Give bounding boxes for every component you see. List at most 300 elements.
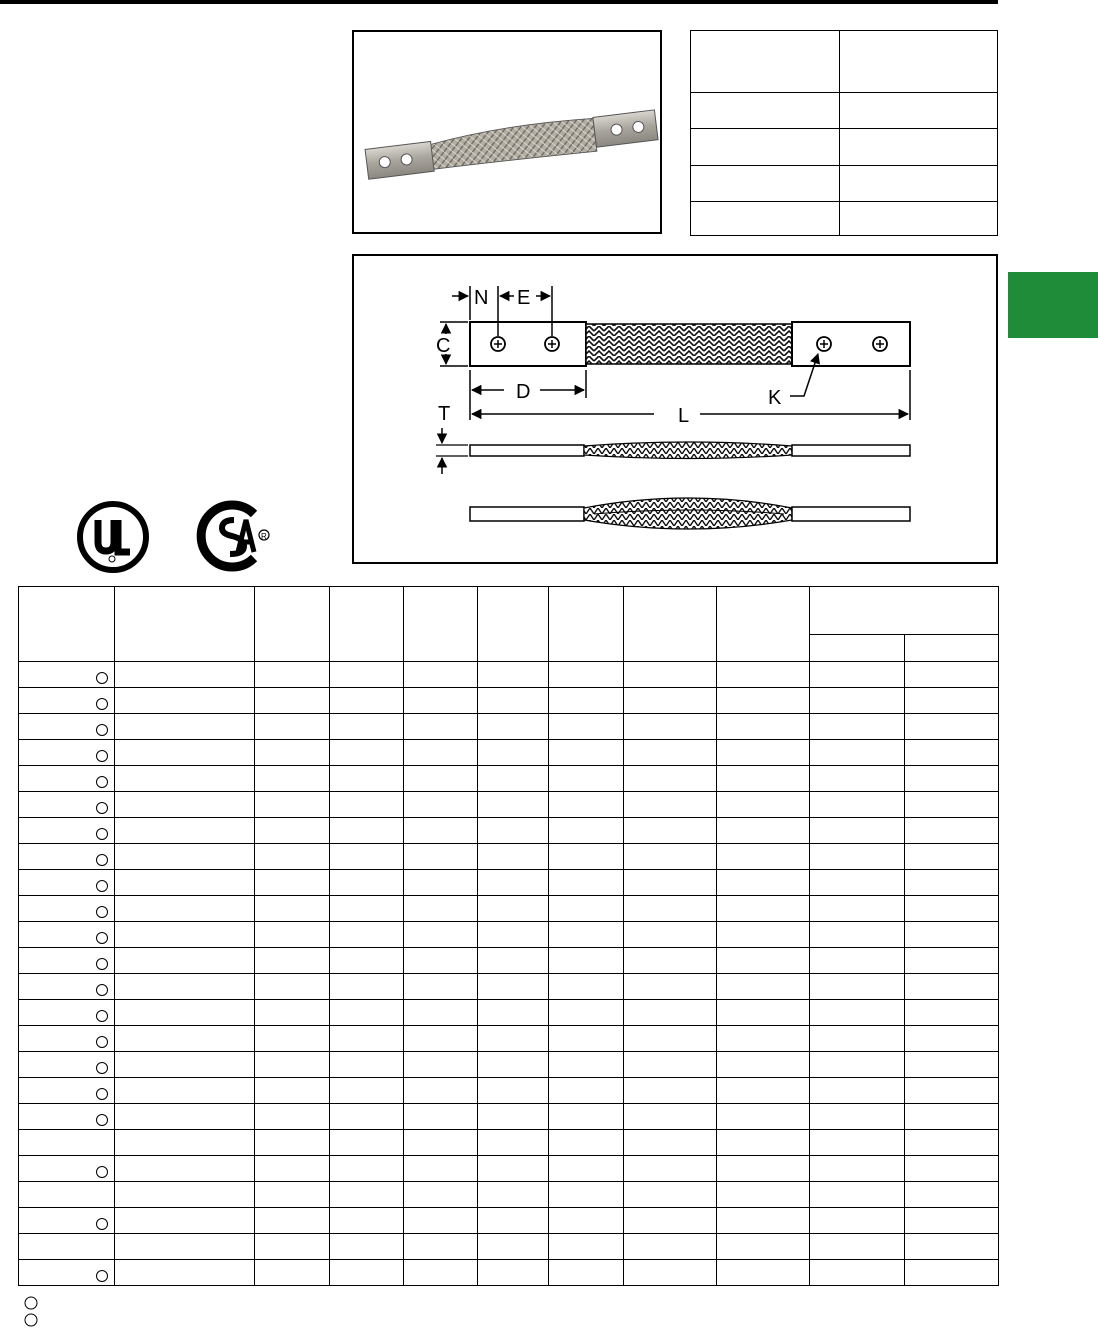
circle-icon <box>24 1296 38 1310</box>
part-number-cell <box>19 1026 115 1052</box>
table-cell <box>717 740 810 766</box>
table-cell <box>905 922 999 948</box>
spec-cell <box>691 129 840 165</box>
table-row <box>19 1052 999 1078</box>
part-number-cell <box>19 1078 115 1104</box>
table-cell <box>404 1130 478 1156</box>
spec-cell <box>840 93 998 129</box>
part-number-cell <box>19 1260 115 1286</box>
table-cell <box>549 1130 624 1156</box>
table-cell <box>810 1078 905 1104</box>
table-cell <box>549 1156 624 1182</box>
csa-logo-mark <box>194 500 272 572</box>
table-cell <box>624 714 717 740</box>
table-cell <box>330 1052 404 1078</box>
table-cell <box>717 974 810 1000</box>
spec-table <box>690 30 998 236</box>
header-cell <box>549 587 624 662</box>
circle-icon <box>96 1166 108 1178</box>
table-cell <box>810 948 905 974</box>
table-cell <box>330 1234 404 1260</box>
circle-icon <box>96 958 108 970</box>
product-table-body <box>19 662 999 1286</box>
table-cell <box>717 1182 810 1208</box>
table-row <box>19 1156 999 1182</box>
table-cell <box>255 1130 330 1156</box>
table-cell <box>115 948 255 974</box>
table-cell <box>717 688 810 714</box>
dim-label-c: C <box>436 335 451 357</box>
table-cell <box>905 1052 999 1078</box>
circle-icon <box>96 984 108 996</box>
table-row <box>19 662 999 688</box>
table-row <box>19 1234 999 1260</box>
circle-icon <box>96 1270 108 1282</box>
table-cell <box>905 974 999 1000</box>
table-row <box>19 818 999 844</box>
table-cell <box>717 766 810 792</box>
table-cell <box>810 1156 905 1182</box>
table-cell <box>478 844 549 870</box>
table-cell <box>115 766 255 792</box>
table-cell <box>478 1052 549 1078</box>
table-cell <box>905 792 999 818</box>
table-cell <box>404 922 478 948</box>
table-cell <box>115 870 255 896</box>
table-cell <box>717 1104 810 1130</box>
spec-cell <box>840 129 998 165</box>
table-cell <box>717 1052 810 1078</box>
table-cell <box>330 922 404 948</box>
table-cell <box>115 818 255 844</box>
table-cell <box>330 818 404 844</box>
table-cell <box>404 1104 478 1130</box>
table-cell <box>115 974 255 1000</box>
table-cell <box>624 1078 717 1104</box>
table-cell <box>404 792 478 818</box>
table-row <box>19 688 999 714</box>
table-cell <box>478 1156 549 1182</box>
table-cell <box>255 1156 330 1182</box>
table-cell <box>717 1260 810 1286</box>
table-cell <box>624 1260 717 1286</box>
table-cell <box>255 792 330 818</box>
spec-cell <box>840 201 998 235</box>
table-cell <box>115 662 255 688</box>
circle-icon <box>96 1036 108 1048</box>
header-cell <box>478 587 549 662</box>
header-cell <box>255 587 330 662</box>
table-cell <box>255 1026 330 1052</box>
table-row <box>19 870 999 896</box>
table-cell <box>624 1156 717 1182</box>
table-cell <box>905 1260 999 1286</box>
table-cell <box>810 766 905 792</box>
table-cell <box>624 1104 717 1130</box>
table-cell <box>717 870 810 896</box>
circle-icon <box>96 828 108 840</box>
top-rule <box>0 0 998 4</box>
table-cell <box>404 1026 478 1052</box>
circle-icon <box>96 1062 108 1074</box>
table-cell <box>115 1104 255 1130</box>
table-row <box>19 1104 999 1130</box>
table-cell <box>717 818 810 844</box>
table-cell <box>717 1234 810 1260</box>
table-row <box>19 740 999 766</box>
svg-text:R: R <box>261 532 267 541</box>
table-row <box>19 1182 999 1208</box>
spec-cell <box>691 165 840 201</box>
table-cell <box>404 740 478 766</box>
table-cell <box>905 1026 999 1052</box>
table-cell <box>905 1104 999 1130</box>
dim-label-k: K <box>768 387 782 409</box>
part-number-cell <box>19 1234 115 1260</box>
table-cell <box>330 1026 404 1052</box>
table-cell <box>905 896 999 922</box>
table-cell <box>330 1182 404 1208</box>
table-cell <box>404 688 478 714</box>
table-cell <box>624 1234 717 1260</box>
header-cell <box>905 635 999 662</box>
part-number-cell <box>19 792 115 818</box>
table-cell <box>330 844 404 870</box>
table-cell <box>717 1130 810 1156</box>
table-cell <box>478 818 549 844</box>
circle-icon <box>96 906 108 918</box>
table-cell <box>255 974 330 1000</box>
dim-label-e: E <box>517 287 531 309</box>
table-cell <box>905 1000 999 1026</box>
spec-cell <box>691 31 840 93</box>
table-cell <box>624 948 717 974</box>
table-cell <box>478 974 549 1000</box>
table-cell <box>115 714 255 740</box>
table-cell <box>549 662 624 688</box>
table-row <box>19 1208 999 1234</box>
header-cell <box>810 635 905 662</box>
table-cell <box>478 1234 549 1260</box>
circle-icon <box>96 1088 108 1100</box>
table-cell <box>624 1182 717 1208</box>
table-row <box>19 948 999 974</box>
table-cell <box>624 740 717 766</box>
table-cell <box>810 1208 905 1234</box>
table-cell <box>905 948 999 974</box>
table-row <box>19 922 999 948</box>
table-cell <box>115 844 255 870</box>
table-cell <box>624 792 717 818</box>
table-cell <box>330 1104 404 1130</box>
table-cell <box>478 896 549 922</box>
part-number-cell <box>19 766 115 792</box>
table-cell <box>478 740 549 766</box>
table-cell <box>549 1000 624 1026</box>
table-cell <box>810 1260 905 1286</box>
table-cell <box>810 870 905 896</box>
table-cell <box>115 1052 255 1078</box>
table-cell <box>717 792 810 818</box>
part-number-cell <box>19 974 115 1000</box>
part-number-cell <box>19 896 115 922</box>
product-photo-frame <box>352 30 662 234</box>
ul-logo-mark <box>76 500 150 574</box>
table-cell <box>115 1000 255 1026</box>
table-cell <box>255 1234 330 1260</box>
table-cell <box>404 1234 478 1260</box>
circle-icon <box>96 776 108 788</box>
part-number-cell <box>19 714 115 740</box>
table-cell <box>624 1026 717 1052</box>
table-cell <box>115 1026 255 1052</box>
circle-icon <box>96 724 108 736</box>
table-cell <box>624 688 717 714</box>
table-cell <box>255 740 330 766</box>
table-cell <box>115 922 255 948</box>
table-cell <box>115 896 255 922</box>
table-cell <box>624 974 717 1000</box>
table-cell <box>810 1130 905 1156</box>
dim-label-d: D <box>516 381 531 403</box>
table-cell <box>810 1104 905 1130</box>
circle-icon <box>96 672 108 684</box>
table-cell <box>115 1156 255 1182</box>
table-cell <box>255 844 330 870</box>
table-cell <box>330 1260 404 1286</box>
table-cell <box>478 870 549 896</box>
table-cell <box>905 688 999 714</box>
table-cell <box>478 1182 549 1208</box>
table-cell <box>115 688 255 714</box>
table-cell <box>810 740 905 766</box>
table-cell <box>478 1078 549 1104</box>
header-cell <box>624 587 717 662</box>
table-cell <box>255 870 330 896</box>
table-row <box>19 1000 999 1026</box>
table-cell <box>905 1234 999 1260</box>
table-cell <box>810 714 905 740</box>
table-cell <box>717 1208 810 1234</box>
table-cell <box>330 766 404 792</box>
table-cell <box>549 948 624 974</box>
table-cell <box>717 1000 810 1026</box>
part-number-cell <box>19 948 115 974</box>
table-cell <box>810 1234 905 1260</box>
table-cell <box>905 870 999 896</box>
part-number-cell <box>19 922 115 948</box>
table-cell <box>478 714 549 740</box>
spec-cell <box>840 165 998 201</box>
header-cell <box>19 587 115 662</box>
table-cell <box>549 1078 624 1104</box>
table-cell <box>549 922 624 948</box>
table-cell <box>478 766 549 792</box>
table-cell <box>255 896 330 922</box>
table-cell <box>478 1026 549 1052</box>
footnote-marker <box>24 1296 38 1310</box>
table-cell <box>330 662 404 688</box>
table-cell <box>549 740 624 766</box>
table-cell <box>255 1000 330 1026</box>
table-cell <box>330 740 404 766</box>
table-cell <box>255 1052 330 1078</box>
table-cell <box>255 1104 330 1130</box>
table-cell <box>404 714 478 740</box>
part-number-cell <box>19 1130 115 1156</box>
table-cell <box>905 1182 999 1208</box>
header-cell-group <box>810 587 999 635</box>
part-number-cell <box>19 740 115 766</box>
table-cell <box>810 1182 905 1208</box>
table-cell <box>549 688 624 714</box>
table-cell <box>905 714 999 740</box>
table-cell <box>624 1052 717 1078</box>
table-cell <box>404 870 478 896</box>
table-cell <box>255 662 330 688</box>
table-cell <box>624 662 717 688</box>
table-cell <box>330 948 404 974</box>
table-cell <box>549 792 624 818</box>
table-cell <box>115 1130 255 1156</box>
part-number-cell <box>19 1182 115 1208</box>
table-cell <box>255 1078 330 1104</box>
table-cell <box>255 1208 330 1234</box>
table-row <box>19 1078 999 1104</box>
table-cell <box>255 766 330 792</box>
table-cell <box>404 662 478 688</box>
table-cell <box>255 922 330 948</box>
braided-strap-photo <box>354 32 660 232</box>
table-cell <box>330 974 404 1000</box>
table-cell <box>549 1182 624 1208</box>
table-cell <box>549 1260 624 1286</box>
dimension-diagram <box>354 256 996 562</box>
spec-cell <box>691 201 840 235</box>
table-cell <box>549 766 624 792</box>
table-cell <box>115 792 255 818</box>
part-number-cell <box>19 1000 115 1026</box>
table-cell <box>549 870 624 896</box>
table-cell <box>404 1052 478 1078</box>
table-cell <box>549 896 624 922</box>
table-cell <box>905 1208 999 1234</box>
table-cell <box>255 688 330 714</box>
table-cell <box>115 740 255 766</box>
table-cell <box>905 844 999 870</box>
table-cell <box>255 1182 330 1208</box>
table-cell <box>717 896 810 922</box>
table-cell <box>549 844 624 870</box>
circle-icon <box>96 880 108 892</box>
table-cell <box>404 1208 478 1234</box>
circle-icon <box>96 802 108 814</box>
table-cell <box>549 974 624 1000</box>
table-cell <box>717 714 810 740</box>
table-cell <box>478 1130 549 1156</box>
part-number-cell <box>19 688 115 714</box>
table-cell <box>404 1078 478 1104</box>
circle-icon <box>96 1114 108 1126</box>
table-cell <box>330 792 404 818</box>
part-number-cell <box>19 818 115 844</box>
table-cell <box>905 1130 999 1156</box>
table-row <box>19 974 999 1000</box>
circle-icon <box>24 1313 38 1327</box>
table-cell <box>404 766 478 792</box>
table-cell <box>810 922 905 948</box>
table-cell <box>810 844 905 870</box>
table-cell <box>717 1078 810 1104</box>
table-cell <box>330 870 404 896</box>
table-cell <box>404 844 478 870</box>
table-cell <box>810 974 905 1000</box>
table-cell <box>905 766 999 792</box>
footnote-marker <box>24 1313 38 1327</box>
spec-cell <box>840 31 998 93</box>
table-cell <box>549 1026 624 1052</box>
table-cell <box>717 948 810 974</box>
table-cell <box>810 688 905 714</box>
part-number-cell <box>19 844 115 870</box>
table-cell <box>810 818 905 844</box>
header-cell <box>115 587 255 662</box>
table-cell <box>115 1182 255 1208</box>
table-cell <box>404 1260 478 1286</box>
header-cell <box>404 587 478 662</box>
table-cell <box>624 1208 717 1234</box>
circle-icon <box>96 750 108 762</box>
table-row <box>19 1260 999 1286</box>
table-row <box>19 714 999 740</box>
table-cell <box>330 1208 404 1234</box>
table-cell <box>624 766 717 792</box>
table-cell <box>404 974 478 1000</box>
section-tab <box>1008 272 1098 338</box>
table-cell <box>549 714 624 740</box>
ul-logo <box>76 500 150 574</box>
table-cell <box>810 662 905 688</box>
table-cell <box>330 688 404 714</box>
part-number-cell <box>19 1104 115 1130</box>
table-cell <box>330 1078 404 1104</box>
table-cell <box>549 818 624 844</box>
table-cell <box>717 662 810 688</box>
table-cell <box>330 896 404 922</box>
table-cell <box>404 1182 478 1208</box>
table-cell <box>115 1078 255 1104</box>
table-cell <box>905 818 999 844</box>
table-cell <box>115 1234 255 1260</box>
table-cell <box>330 714 404 740</box>
table-cell <box>549 1052 624 1078</box>
table-cell <box>255 948 330 974</box>
table-cell <box>330 1000 404 1026</box>
circle-icon <box>96 1010 108 1022</box>
table-cell <box>404 1156 478 1182</box>
part-number-cell <box>19 1052 115 1078</box>
table-cell <box>624 896 717 922</box>
table-row <box>19 792 999 818</box>
table-cell <box>404 1000 478 1026</box>
table-cell <box>905 662 999 688</box>
table-row <box>19 844 999 870</box>
table-cell <box>255 1260 330 1286</box>
table-cell <box>810 1052 905 1078</box>
table-cell <box>478 948 549 974</box>
table-cell <box>717 844 810 870</box>
part-number-cell <box>19 1208 115 1234</box>
